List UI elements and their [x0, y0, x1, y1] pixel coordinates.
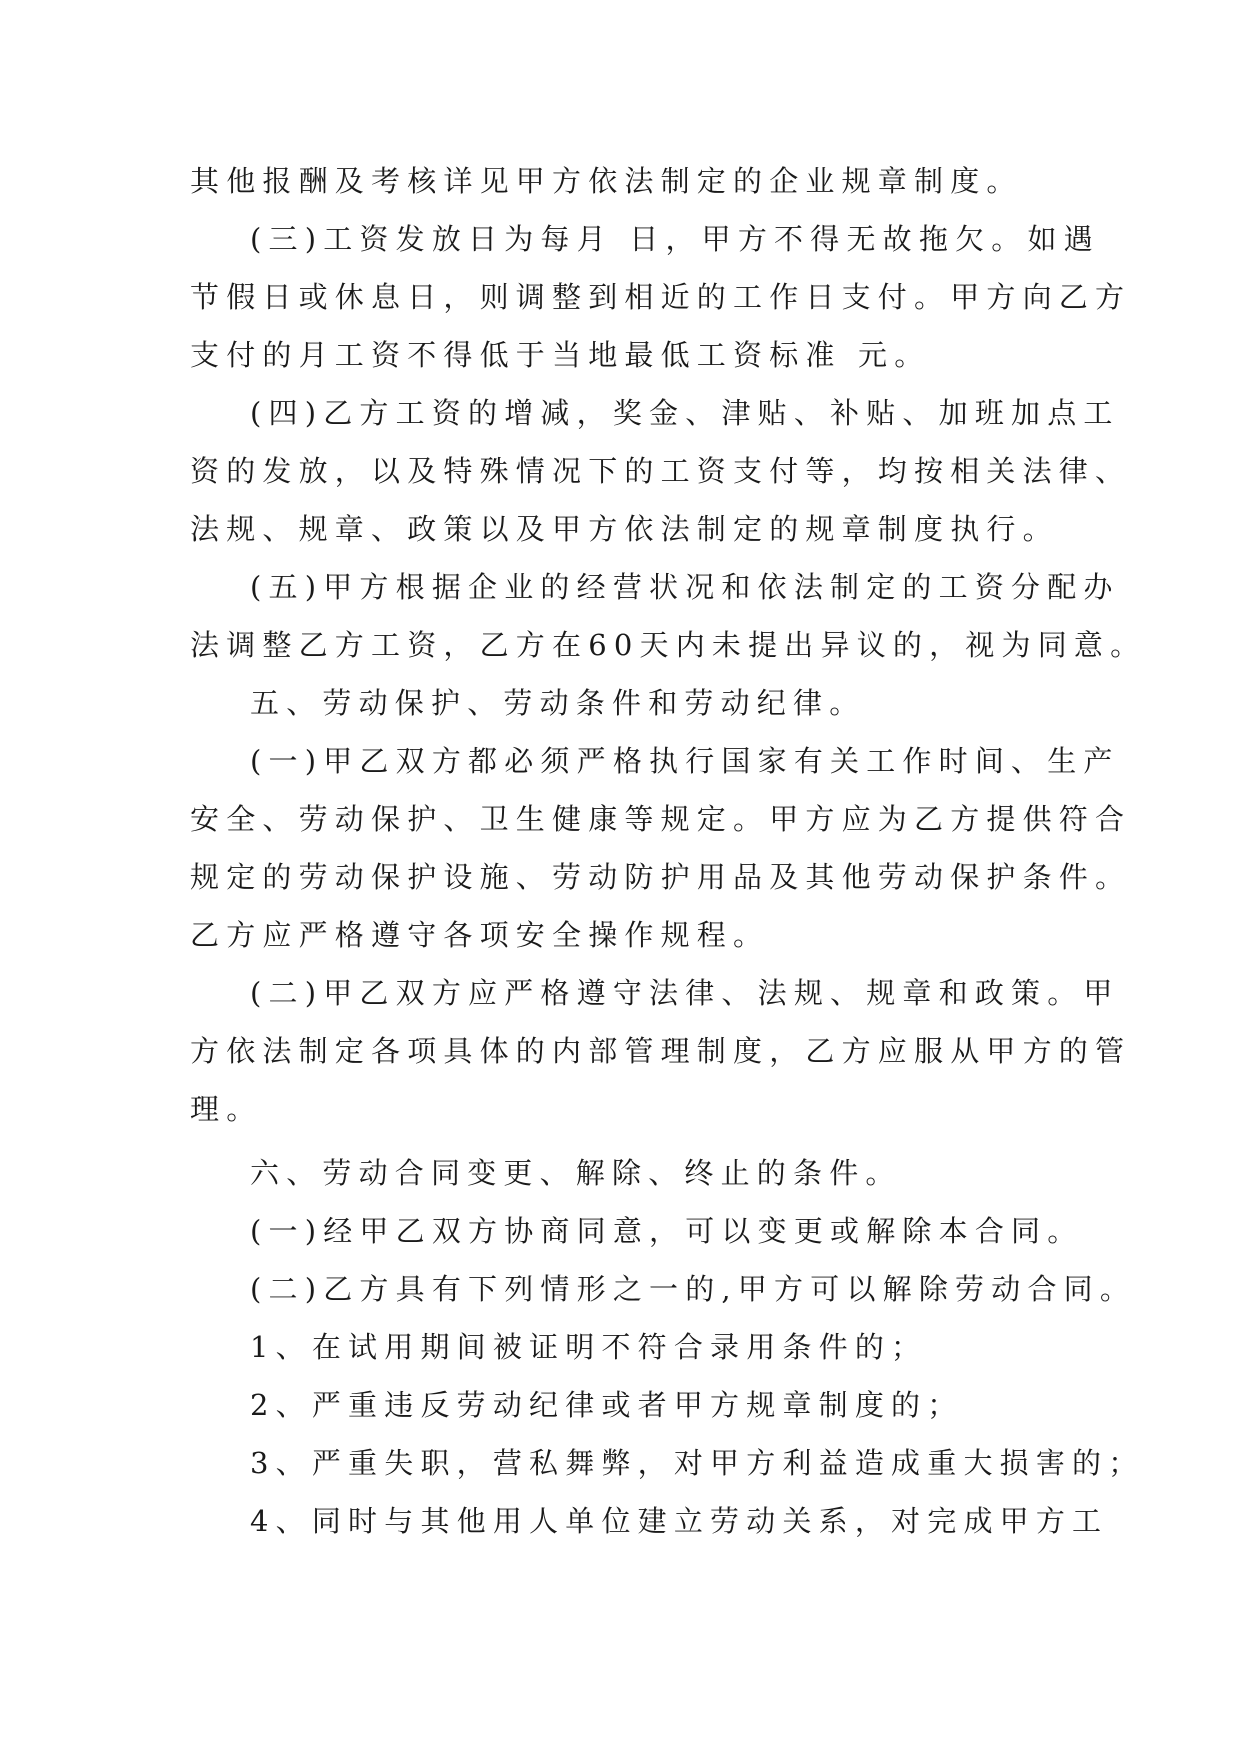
- text-line: 规定的劳动保护设施、劳动防护用品及其他劳动保护条件。: [190, 860, 1132, 894]
- text-line: (一)甲乙双方都必须严格执行国家有关工作时间、生产: [250, 744, 1120, 778]
- text-line: (五)甲方根据企业的经营状况和依法制定的工资分配办: [250, 570, 1120, 604]
- list-item: 2、严重违反劳动纪律或者甲方规章制度的；: [250, 1388, 964, 1422]
- text-line: (三)工资发放日为每月 日，甲方不得无故拖欠。如遇: [250, 222, 1100, 256]
- text-line: 理。: [190, 1092, 263, 1126]
- section-heading: 六、劳动合同变更、解除、终止的条件。: [250, 1156, 902, 1190]
- text-line: (一)经甲乙双方协商同意，可以变更或解除本合同。: [250, 1214, 1084, 1248]
- text-line: 法规、规章、政策以及甲方依法制定的规章制度执行。: [190, 512, 1059, 546]
- text-line: 其他报酬及考核详见甲方依法制定的企业规章制度。: [190, 164, 1023, 198]
- list-item: 3、严重失职，营私舞弊，对甲方利益造成重大损害的；: [250, 1446, 1145, 1480]
- text-line: (二)乙方具有下列情形之一的,甲方可以解除劳动合同。: [250, 1272, 1137, 1306]
- text-line: 乙方应严格遵守各项安全操作规程。: [190, 918, 770, 952]
- text-line: 支付的月工资不得低于当地最低工资标准 元。: [190, 338, 931, 372]
- text-line: (四)乙方工资的增减，奖金、津贴、补贴、加班加点工: [250, 396, 1120, 430]
- text-line: 安全、劳动保护、卫生健康等规定。甲方应为乙方提供符合: [190, 802, 1132, 836]
- list-item: 1、在试用期间被证明不符合录用条件的；: [250, 1330, 928, 1364]
- section-heading: 五、劳动保护、劳动条件和劳动纪律。: [250, 686, 866, 720]
- text-line: 法调整乙方工资，乙方在60天内未提出异议的，视为同意。: [190, 628, 1147, 662]
- text-line: (二)甲乙双方应严格遵守法律、法规、规章和政策。甲: [250, 976, 1120, 1010]
- text-line: 方依法制定各项具体的内部管理制度，乙方应服从甲方的管: [190, 1034, 1132, 1068]
- list-item: 4、同时与其他用人单位建立劳动关系，对完成甲方工: [250, 1504, 1109, 1538]
- text-line: 资的发放，以及特殊情况下的工资支付等，均按相关法律、: [190, 454, 1132, 488]
- text-line: 节假日或休息日，则调整到相近的工作日支付。甲方向乙方: [190, 280, 1132, 314]
